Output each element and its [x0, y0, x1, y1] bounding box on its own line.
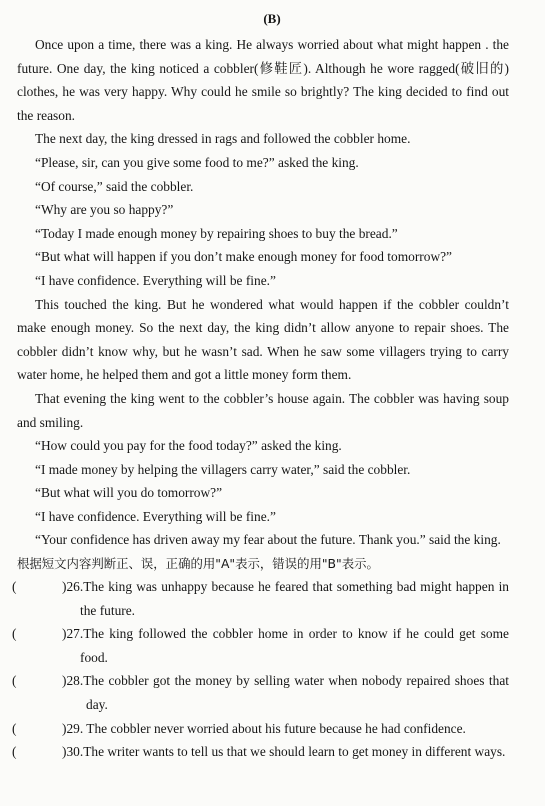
dialogue-line: “But what will happen if you don’t make enough money for food tomorrow?” — [35, 249, 452, 265]
section-mark: (B) — [263, 11, 281, 26]
answer-blank[interactable]: ( — [12, 673, 17, 689]
dialogue-line: “Of course,” said the cobbler. — [35, 178, 194, 194]
dialogue-line: “Your confidence has driven away my fear about the future. Thank you.” said the king. — [35, 532, 501, 548]
question-30 — [12, 740, 509, 764]
story-paragraph: This touched the king. But he wondered what would happen if the cobbler couldn’t make enough money. So the next day, the king didn’t allow anyone to repair shoes. The cobbler didn’t know why, but he wasn’t sad. When he saw some villagers trying to carry water home, he helped them and got a little money form them. — [17, 296, 509, 383]
dialogue-line: “But what will you do tomorrow?” — [35, 485, 223, 501]
story-paragraph: Once upon a time, there was a king. He always worried about what might happen . the future. One day, the king noticed a cobbler(修鞋匠). Although he wore ragged(破旧的) clothes, he was very happy. Why could he smile so brightly? The king decided to find out the reason. — [17, 37, 509, 123]
dialogue-line: “Today I made enough money by repairing shoes to buy the bread.” — [35, 225, 398, 241]
dialogue-line: “I made money by helping the villagers carry water,” said the cobbler. — [35, 461, 411, 477]
answer-blank[interactable]: ( — [12, 744, 17, 760]
story-paragraph: That evening the king went to the cobbler’s house again. The cobbler was having soup and smiling. — [17, 390, 509, 430]
question-27 — [12, 622, 509, 669]
question-text: )26.The king was unhappy because he feared that something bad might happen in the future. — [62, 579, 509, 618]
question-28 — [12, 669, 509, 716]
story-paragraph: The next day, the king dressed in rags and followed the cobbler home. — [35, 131, 411, 147]
answer-blank[interactable]: ( — [12, 626, 17, 642]
dialogue-line: “I have confidence. Everything will be fine.” — [35, 508, 276, 524]
question-text: )29. The cobbler never worried about his future because he had confidence. — [62, 720, 466, 736]
dialogue-line: “How could you pay for the food today?” asked the king. — [35, 438, 342, 454]
question-26 — [12, 575, 509, 622]
instruction-text: 根据短文内容判断正、误，正确的用"A"表示，错误的用"B"表示。 — [17, 556, 379, 572]
dialogue-line: “Why are you so happy?” — [35, 202, 174, 218]
answer-blank[interactable]: ( — [12, 579, 17, 595]
dialogue-line: “Please, sir, can you give some food to me?” asked the king. — [35, 154, 359, 170]
question-text: )28.The cobbler got the money by selling water when nobody repaired shoes that day. — [62, 673, 509, 713]
question-29 — [12, 717, 509, 741]
question-text: )27.The king followed the cobbler home in order to know if he could get some food. — [62, 626, 509, 665]
answer-blank[interactable]: ( — [12, 720, 17, 736]
dialogue-line: “I have confidence. Everything will be fine.” — [35, 272, 276, 288]
question-text: )30.The writer wants to tell us that we should learn to get money in different ways. — [62, 744, 506, 760]
